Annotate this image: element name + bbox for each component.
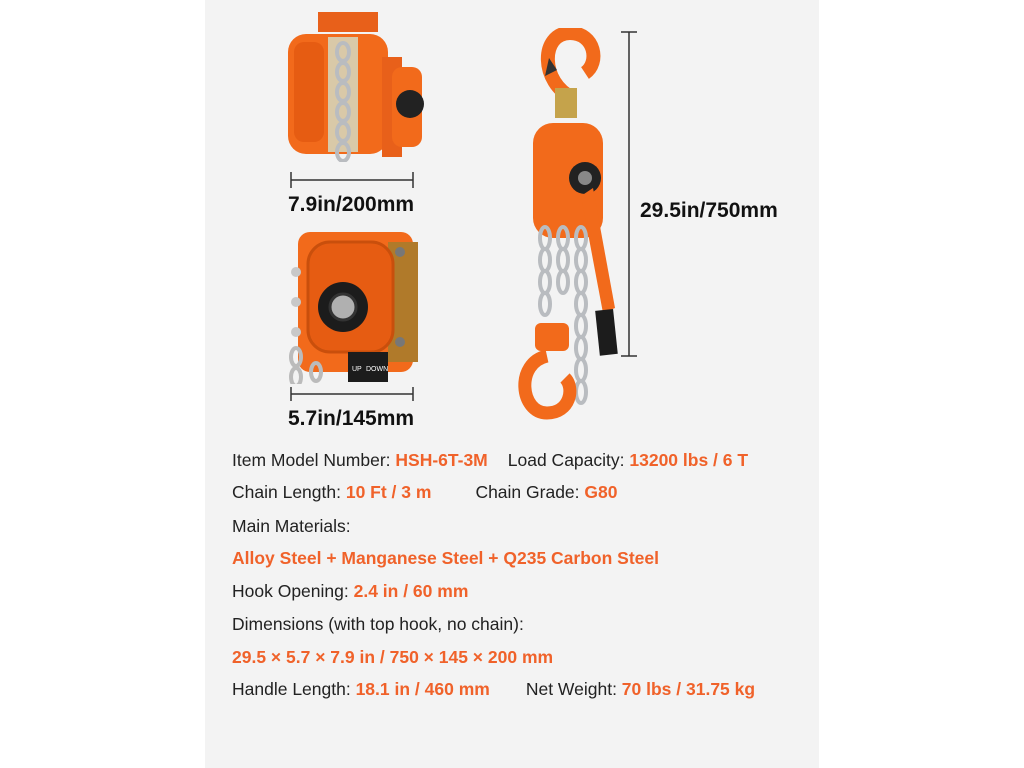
materials-value: Alloy Steel + Manganese Steel + Q235 Carbon Steel xyxy=(232,548,659,568)
chain-grade-value: G80 xyxy=(584,482,618,502)
spec-row-materials-label xyxy=(232,516,351,544)
weight-label: Net Weight: xyxy=(525,679,622,699)
hook-value: 2.4 in / 60 mm xyxy=(353,581,469,601)
handle-value: 18.1 in / 460 mm xyxy=(355,679,490,699)
spec-row-hook xyxy=(232,581,468,609)
width-label: 7.9in/200mm xyxy=(288,193,415,216)
chain-length-value: 10 Ft / 3 m xyxy=(345,482,432,502)
spec-row-materials-value xyxy=(232,548,659,576)
width-dimension-line xyxy=(288,170,418,190)
hoist-full-photo xyxy=(515,28,625,428)
depth-label: 5.7in/145mm xyxy=(288,407,415,430)
model-label: Item Model Number: xyxy=(232,450,396,470)
dimensions-value: 29.5 × 5.7 × 7.9 in / 750 × 145 × 200 mm xyxy=(232,647,554,667)
spec-row-dimensions-value xyxy=(232,647,553,675)
spec-row-dimensions-label xyxy=(232,614,524,642)
handle-label: Handle Length: xyxy=(232,679,356,699)
depth-dimension-line xyxy=(288,386,418,402)
spec-row-handle-weight xyxy=(232,679,755,707)
hoist-front-photo xyxy=(288,12,428,162)
capacity-label: Load Capacity: xyxy=(507,450,630,470)
up-label: UP xyxy=(352,366,362,373)
down-label: DOWN xyxy=(366,366,389,373)
spec-row-model xyxy=(232,450,748,478)
hoist-side-photo xyxy=(288,232,418,384)
weight-value: 70 lbs / 31.75 kg xyxy=(621,679,756,699)
materials-label: Main Materials: xyxy=(232,516,351,536)
spec-row-chain xyxy=(232,482,617,510)
chain-length-label: Chain Length: xyxy=(232,482,346,502)
hook-label: Hook Opening: xyxy=(232,581,354,601)
dimensions-label: Dimensions (with top hook, no chain): xyxy=(232,614,524,634)
height-label: 29.5in/750mm xyxy=(640,199,778,222)
model-value: HSH-6T-3M xyxy=(395,450,488,470)
capacity-value: 13200 lbs / 6 T xyxy=(629,450,749,470)
height-dimension-line xyxy=(619,30,639,358)
chain-grade-label: Chain Grade: xyxy=(475,482,585,502)
